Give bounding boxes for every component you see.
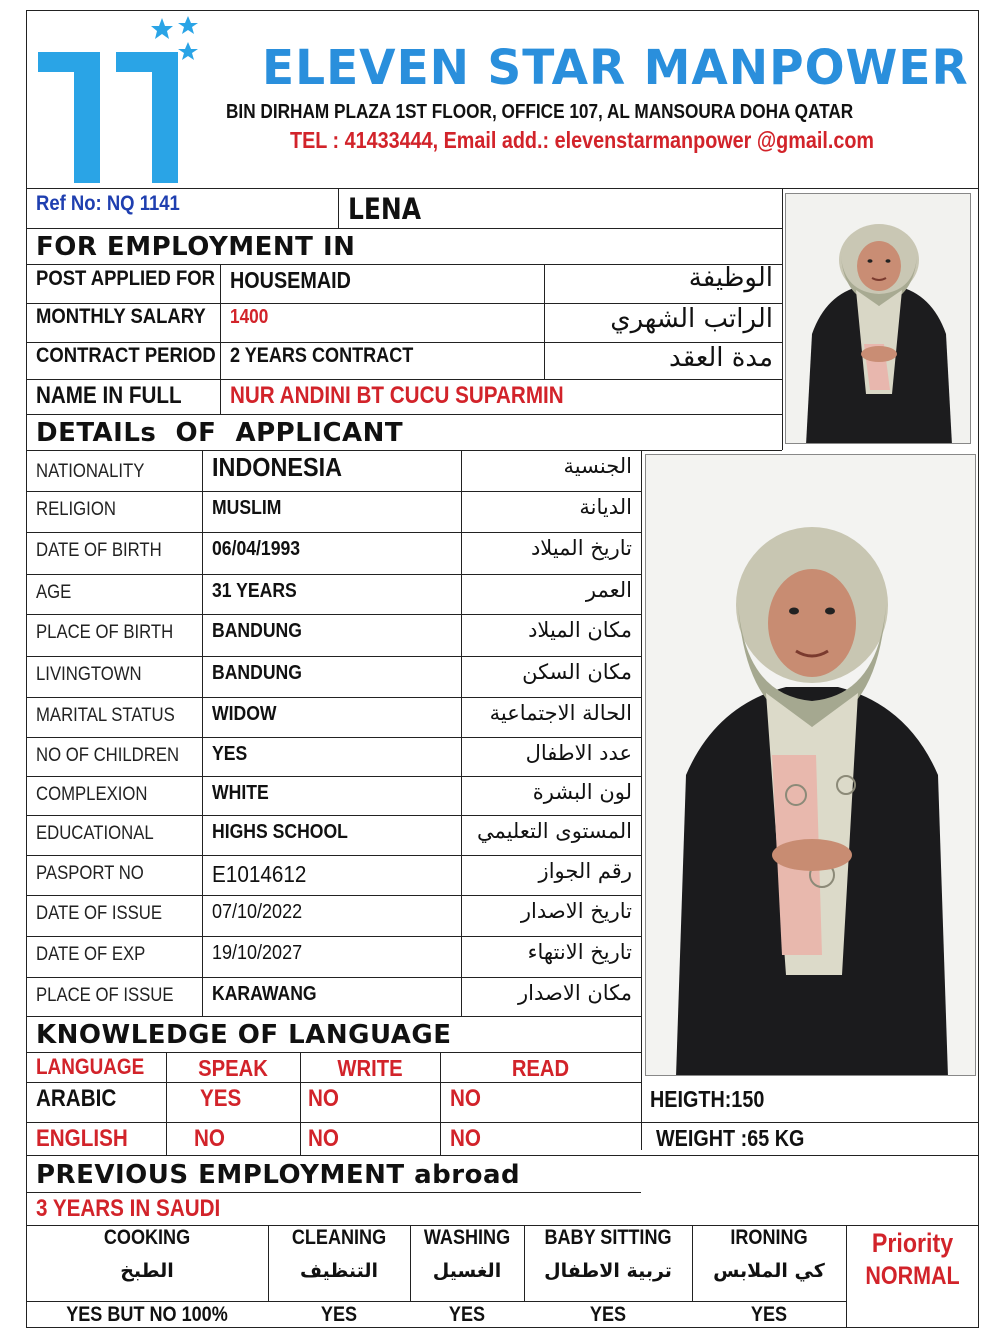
lang-row-language: ENGLISH <box>36 1125 128 1152</box>
skill-name: COOKING <box>103 1226 191 1249</box>
candidate-name: LENA <box>348 192 422 226</box>
row-divider <box>26 450 782 451</box>
row-divider <box>26 737 641 738</box>
detail-arabic: لون البشرة <box>532 780 632 804</box>
detail-value: KARAWANG <box>212 983 317 1005</box>
detail-arabic: تاريخ الاصدار <box>520 899 632 923</box>
detail-arabic: الجنسية <box>563 454 632 478</box>
lang-row-speak: YES <box>200 1085 242 1112</box>
detail-value: BANDUNG <box>212 662 302 684</box>
previous-summary: 3 YEARS IN SAUDI <box>36 1195 221 1222</box>
detail-label: NO OF CHILDREN <box>36 745 180 766</box>
detail-label: NATIONALITY <box>36 461 145 482</box>
company-address: BIN DIRHAM PLAZA 1ST FLOOR, OFFICE 107, AL MANSOURA DOHA QATAR <box>226 101 854 123</box>
company-name: ELEVEN STAR MANPOWER <box>262 40 969 96</box>
detail-value: HIGHS SCHOOL <box>212 821 348 843</box>
company-contact: TEL : 41433444, Email add.: elevenstarmanpower @gmail.com <box>290 127 874 153</box>
fullname-value: NUR ANDINI BT CUCU SUPARMIN <box>230 382 564 409</box>
detail-value: E1014612 <box>212 861 307 887</box>
contract-value: 2 YEARS CONTRACT <box>230 344 414 367</box>
col-divider <box>846 1225 847 1328</box>
skill-arabic: الغسيل <box>432 1260 502 1282</box>
detail-value: WHITE <box>212 782 269 804</box>
detail-arabic: الحالة الاجتماعية <box>489 701 632 725</box>
header-divider <box>26 188 979 189</box>
col-divider <box>544 264 545 379</box>
skill-name: CLEANING <box>291 1226 387 1249</box>
lang-row-read: NO <box>450 1125 481 1152</box>
priority-value: NORMAL <box>865 1262 960 1290</box>
ref-divider <box>338 188 339 228</box>
row-divider <box>26 895 641 896</box>
previous-section-title: PREVIOUS EMPLOYMENT abroad <box>36 1160 521 1190</box>
detail-label: COMPLEXION <box>36 784 148 805</box>
skill-arabic: الطبخ <box>120 1260 174 1282</box>
detail-arabic: تاريخ الميلاد <box>530 536 632 560</box>
post-label: POST APPLIED FOR <box>36 267 216 290</box>
detail-arabic: المستوى التعليمي <box>476 819 632 843</box>
row-divider <box>26 855 641 856</box>
detail-label: PLACE OF BIRTH <box>36 622 174 643</box>
detail-value: 31 YEARS <box>212 580 297 602</box>
lang-row-language: ARABIC <box>36 1085 117 1112</box>
fullname-label: NAME IN FULL <box>36 382 182 409</box>
lang-header-read: READ <box>511 1055 570 1081</box>
detail-label: MARITAL STATUS <box>36 705 175 726</box>
skill-value: YES <box>320 1303 358 1326</box>
detail-arabic: العمر <box>585 578 632 602</box>
col-divider <box>524 1225 525 1301</box>
details-section-title: DETAILs OF APPLICANT <box>36 418 404 448</box>
detail-value: 06/04/1993 <box>212 538 301 560</box>
detail-label: PLACE OF ISSUE <box>36 985 174 1006</box>
row-divider <box>26 1301 846 1302</box>
applicant-photo-small <box>785 193 971 444</box>
salary-arabic: الراتب الشهري <box>610 304 773 334</box>
col-divider <box>300 1052 301 1155</box>
detail-label: EDUCATIONAL <box>36 823 154 844</box>
lang-header-write: WRITE <box>337 1055 403 1081</box>
detail-label: PASPORT NO <box>36 863 144 884</box>
detail-value: 19/10/2027 <box>212 942 303 964</box>
salary-value: 1400 <box>230 306 269 328</box>
row-divider <box>26 1192 641 1193</box>
weight-value: WEIGHT :65 KG <box>656 1125 805 1151</box>
col-divider <box>268 1225 269 1301</box>
skill-value: YES <box>750 1303 788 1326</box>
detail-arabic: مكان الميلاد <box>528 618 632 642</box>
col-divider <box>166 1052 167 1155</box>
detail-value: YES <box>212 743 248 765</box>
salary-label: MONTHLY SALARY <box>36 305 206 328</box>
detail-label: DATE OF EXP <box>36 944 146 965</box>
col-divider <box>461 450 462 1016</box>
detail-label: DATE OF BIRTH <box>36 540 162 561</box>
row-divider <box>26 491 641 492</box>
company-logo <box>34 12 204 188</box>
language-section-title: KNOWLEDGE OF LANGUAGE <box>36 1020 452 1050</box>
skill-arabic: التنظيف <box>299 1260 379 1282</box>
skill-arabic: تربية الاطفال <box>544 1260 672 1282</box>
detail-value: BANDUNG <box>212 620 302 642</box>
detail-value: 07/10/2022 <box>212 901 303 923</box>
row-divider <box>26 776 641 777</box>
detail-value: MUSLIM <box>212 497 282 519</box>
col-divider <box>641 450 642 1150</box>
lang-row-write: NO <box>308 1085 339 1112</box>
detail-arabic: مكان الاصدار <box>518 981 632 1005</box>
applicant-photo-large <box>645 454 976 1076</box>
row-divider <box>26 1052 641 1053</box>
detail-arabic: عدد الاطفال <box>525 741 632 765</box>
row-divider <box>26 414 782 415</box>
lang-header-language: LANGUAGE <box>36 1054 145 1079</box>
row-divider <box>26 532 641 533</box>
detail-label: AGE <box>36 582 72 603</box>
col-divider <box>410 1225 411 1301</box>
skill-name: WASHING <box>423 1226 511 1249</box>
detail-value: INDONESIA <box>212 452 343 482</box>
row-divider <box>26 815 641 816</box>
col-divider <box>220 264 221 414</box>
detail-label: RELIGION <box>36 499 116 520</box>
detail-arabic: مكان السكن <box>522 660 632 684</box>
skill-name: IRONING <box>730 1226 808 1249</box>
post-arabic: الوظيفة <box>688 263 773 293</box>
row-divider <box>26 614 641 615</box>
row-divider <box>26 379 782 380</box>
lang-row-speak: NO <box>194 1125 225 1152</box>
detail-arabic: الديانة <box>579 495 632 519</box>
row-divider <box>26 977 641 978</box>
employment-section-title: FOR EMPLOYMENT IN <box>36 232 356 262</box>
detail-label: DATE OF ISSUE <box>36 903 163 924</box>
skill-value: YES BUT NO 100% <box>66 1303 228 1326</box>
skill-value: YES <box>589 1303 627 1326</box>
row-divider <box>26 936 641 937</box>
row-divider <box>26 574 641 575</box>
skill-name: BABY SITTING <box>544 1226 672 1249</box>
row-divider <box>26 656 641 657</box>
detail-arabic: رقم الجواز <box>538 859 632 883</box>
col-divider <box>440 1052 441 1155</box>
skill-value: YES <box>448 1303 486 1326</box>
col-divider <box>692 1225 693 1301</box>
lang-row-read: NO <box>450 1085 481 1112</box>
detail-label: LIVINGTOWN <box>36 664 142 685</box>
detail-value: WIDOW <box>212 703 277 725</box>
row-divider <box>26 697 641 698</box>
row-divider <box>26 264 782 265</box>
col-divider <box>782 188 783 450</box>
lang-header-speak: SPEAK <box>198 1055 268 1081</box>
col-divider <box>202 450 203 1016</box>
lang-row-write: NO <box>308 1125 339 1152</box>
contract-arabic: مدة العقد <box>669 343 773 373</box>
row-divider <box>26 1122 979 1123</box>
height-value: HEIGTH:150 <box>650 1086 765 1112</box>
row-divider <box>26 1082 641 1083</box>
row-divider <box>26 228 782 229</box>
row-divider <box>26 1016 641 1017</box>
skill-arabic: كي الملابس <box>713 1260 825 1282</box>
row-divider <box>26 1155 979 1156</box>
contract-label: CONTRACT PERIOD <box>36 344 216 367</box>
detail-arabic: تاريخ الانتهاء <box>527 940 632 964</box>
priority-label: Priority <box>871 1228 954 1258</box>
post-value: HOUSEMAID <box>230 267 351 293</box>
ref-number: Ref No: NQ 1141 <box>36 192 180 215</box>
